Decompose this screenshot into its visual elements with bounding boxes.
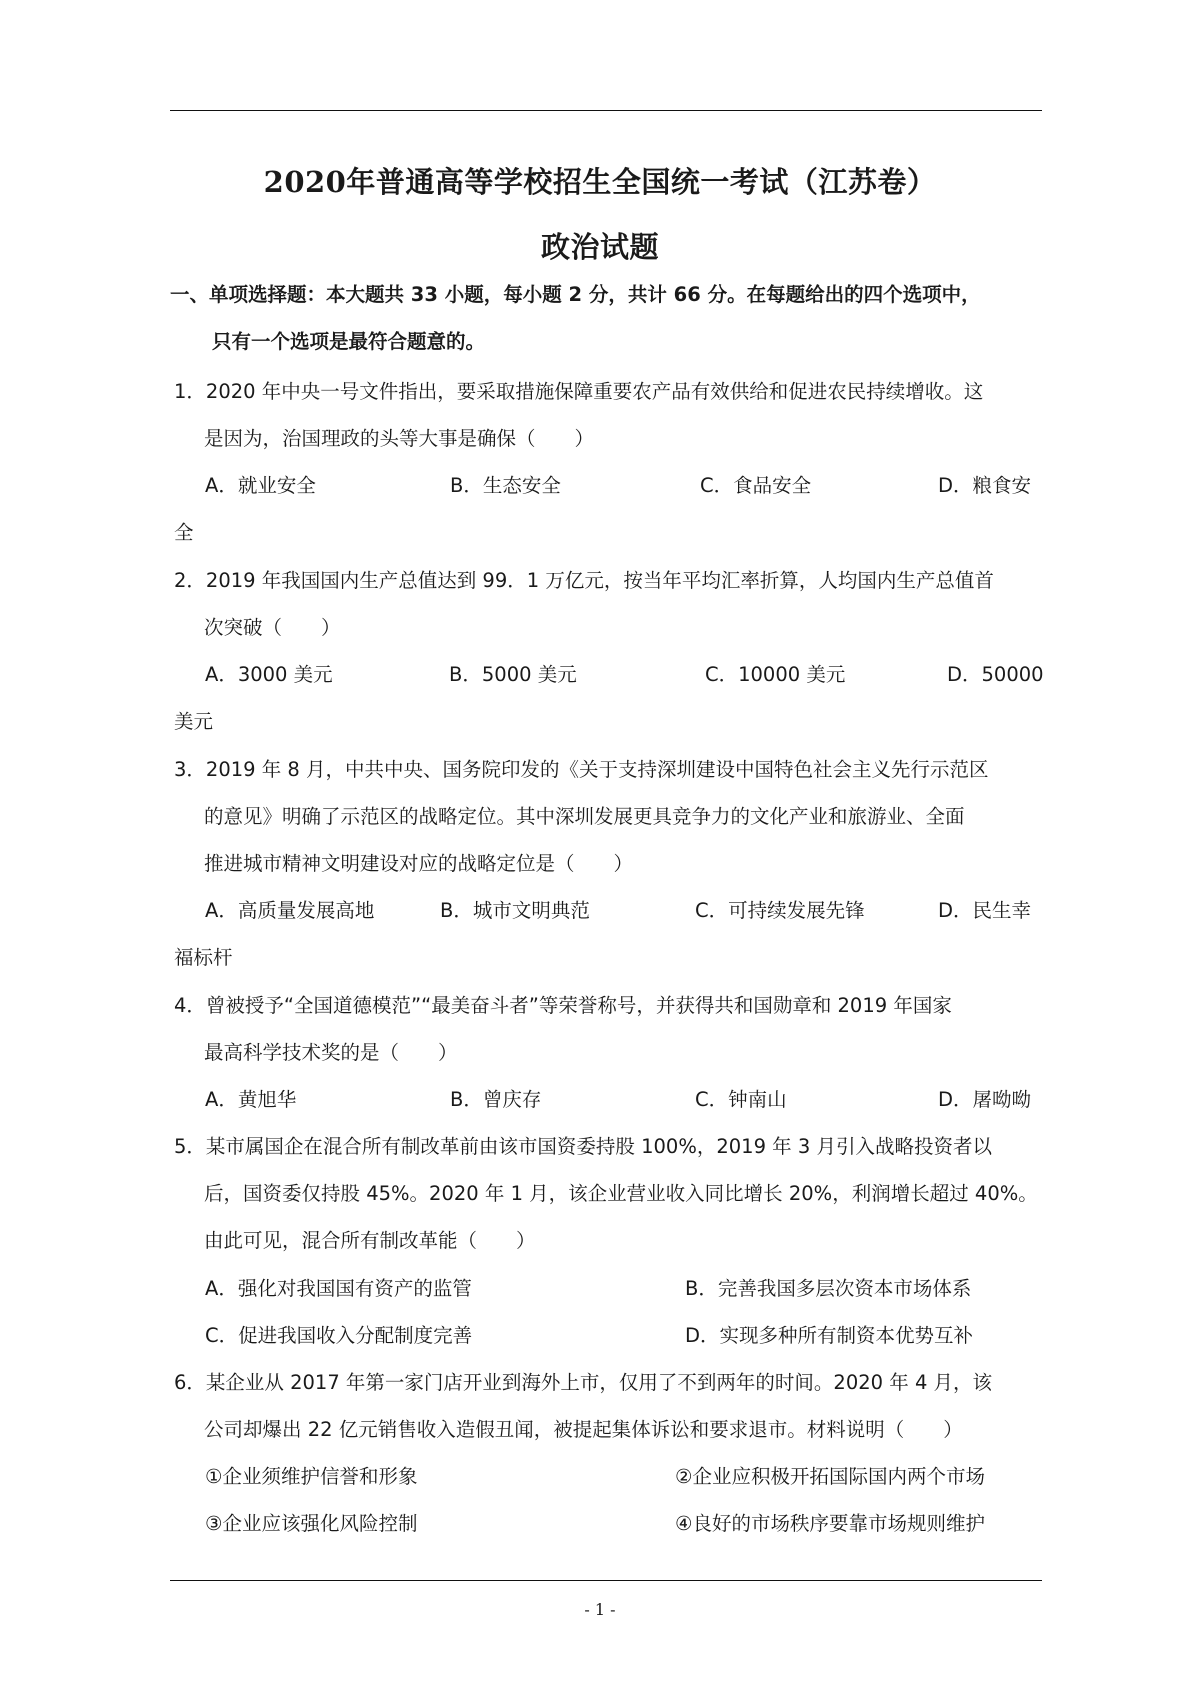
question-4-line1: 4．曾被授予“全国道德模范”“最美奋斗者”等荣誉称号，并获得共和国勋章和 2019 年国家	[174, 994, 952, 1017]
question-1-options	[205, 462, 1050, 509]
option-c: C．10000 美元	[705, 663, 846, 686]
question-2-line2: 次突破（ ）	[204, 616, 341, 639]
question-1-stem	[174, 368, 1044, 462]
exam-title: 2020年普通高等学校招生全国统一考试（江苏卷）	[263, 165, 937, 199]
section-heading-line2: 只有一个选项是最符合题意的。	[212, 330, 486, 353]
question-1-line2: 是因为，治国理政的头等大事是确保（ ）	[204, 427, 595, 450]
question-5-stem	[174, 1123, 1044, 1264]
question-5-line1: 5．某市属国企在混合所有制改革前由该市国资委持股 100%，2019 年 3 月引入战略投资者以	[174, 1135, 992, 1158]
option-a: A．就业安全	[205, 474, 316, 497]
option-a: A．强化对我国国有资产的监管	[205, 1277, 472, 1300]
bottom-rule	[170, 1580, 1042, 1581]
question-5-options-row2	[205, 1312, 1050, 1359]
question-6-options-row1	[205, 1453, 1050, 1500]
statement-2: ②企业应积极开拓国际国内两个市场	[675, 1465, 985, 1488]
question-2-stem	[174, 557, 1044, 651]
page-number: - 1 -	[584, 1600, 616, 1619]
top-rule	[170, 110, 1042, 111]
question-5-options-row1	[205, 1265, 1050, 1312]
option-d: D．粮食安	[938, 474, 1032, 497]
statement-3: ③企业应该强化风险控制	[205, 1512, 418, 1535]
section-heading	[170, 271, 1050, 365]
option-a: A．高质量发展高地	[205, 899, 375, 922]
question-4-options	[205, 1076, 1050, 1123]
question-4-line2: 最高科学技术奖的是（ ）	[204, 1041, 458, 1064]
question-3-stem	[174, 746, 1044, 887]
question-3-option-d-wrap: 福标杆	[174, 946, 233, 969]
option-a: A．3000 美元	[205, 663, 333, 686]
question-3-line2: 的意见》明确了示范区的战略定位。其中深圳发展更具竞争力的文化产业和旅游业、全面	[204, 805, 965, 828]
option-b: B．曾庆存	[450, 1088, 542, 1111]
question-3-options	[205, 887, 1050, 934]
question-6-line2: 公司却爆出 22 亿元销售收入造假丑闻，被提起集体诉讼和要求退市。材料说明（ ）	[204, 1418, 963, 1441]
question-5-line2: 后，国资委仅持股 45%。2020 年 1 月，该企业营业收入同比增长 20%，利润增长超过 40%。	[204, 1182, 1038, 1205]
option-d: D．民生幸	[938, 899, 1032, 922]
question-1-option-d-wrap: 全	[174, 521, 194, 544]
option-c: C．食品安全	[700, 474, 812, 497]
subject-title: 政治试题	[540, 230, 659, 264]
option-b: B．5000 美元	[449, 663, 577, 686]
question-2-options	[205, 651, 1050, 698]
option-b: B．城市文明典范	[440, 899, 590, 922]
question-3-line1: 3．2019 年 8 月，中共中央、国务院印发的《关于支持深圳建设中国特色社会主义先行示范区	[174, 758, 989, 781]
question-6-line1: 6．某企业从 2017 年第一家门店开业到海外上市，仅用了不到两年的时间。2020 年 4 月，该	[174, 1371, 993, 1394]
question-2-line1: 2．2019 年我国国内生产总值达到 99．1 万亿元，按当年平均汇率折算，人均国内生产总值首	[174, 569, 994, 592]
question-3-line3: 推进城市精神文明建设对应的战略定位是（ ）	[204, 852, 634, 875]
question-5-line3: 由此可见，混合所有制改革能（ ）	[204, 1229, 536, 1252]
option-d: D．实现多种所有制资本优势互补	[685, 1324, 974, 1347]
option-d: D．屠呦呦	[938, 1088, 1032, 1111]
question-1-line1: 1．2020 年中央一号文件指出，要采取措施保障重要农产品有效供给和促进农民持续增收。这	[174, 380, 984, 403]
option-d: D．50000	[947, 663, 1044, 686]
option-c: C．可持续发展先锋	[695, 899, 865, 922]
question-6-options-row2	[205, 1500, 1050, 1547]
statement-1: ①企业须维护信誉和形象	[205, 1465, 418, 1488]
section-heading-line1: 一、单项选择题：本大题共 33 小题，每小题 2 分，共计 66 分。在每题给出的四个选项中，	[170, 283, 981, 306]
option-c: C．促进我国收入分配制度完善	[205, 1324, 473, 1347]
question-2-option-d-wrap: 美元	[174, 710, 214, 733]
statement-4: ④良好的市场秩序要靠市场规则维护	[675, 1512, 985, 1535]
option-a: A．黄旭华	[205, 1088, 297, 1111]
option-b: B．完善我国多层次资本市场体系	[685, 1277, 972, 1300]
question-6-stem	[174, 1359, 1044, 1453]
question-4-stem	[174, 982, 1044, 1076]
option-b: B．生态安全	[450, 474, 561, 497]
option-c: C．钟南山	[695, 1088, 787, 1111]
